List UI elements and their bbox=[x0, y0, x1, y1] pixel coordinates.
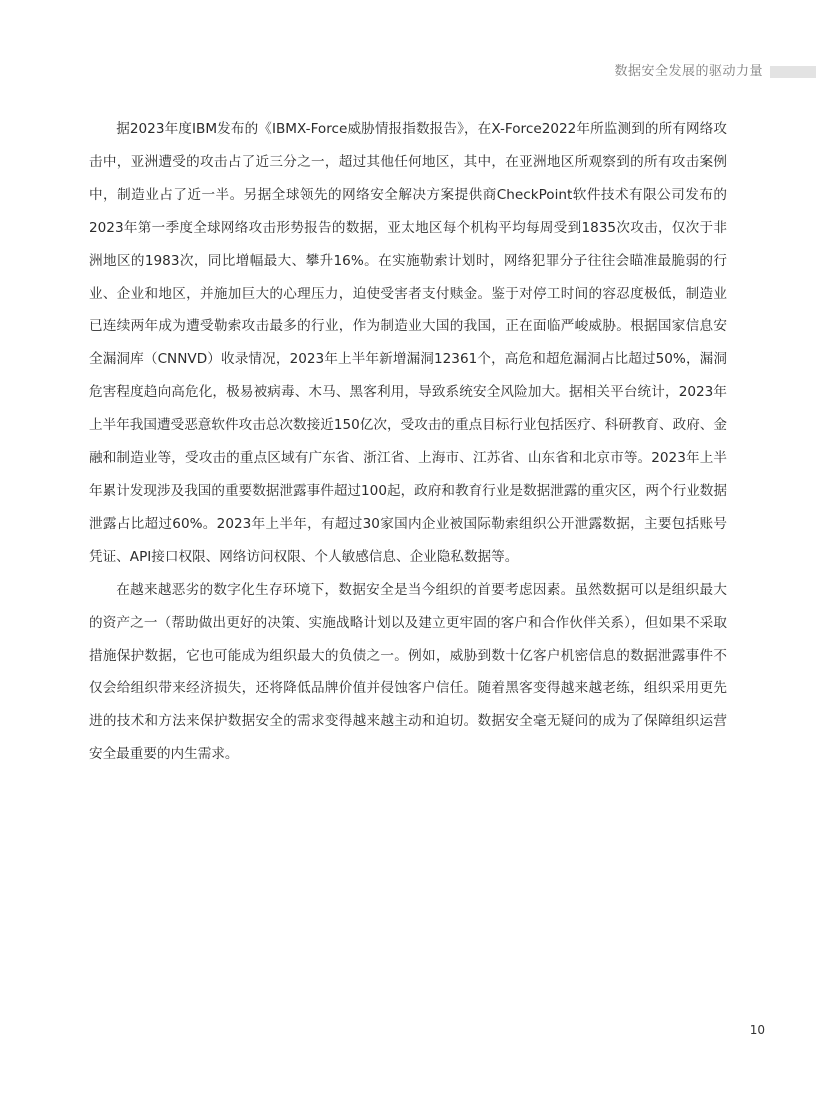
paragraph: 在越来越恶劣的数字化生存环境下，数据安全是当今组织的首要考虑因素。虽然数据可以是组织最大的资产之一（帮助做出更好的决策、实施战略计划以及建立更牢固的客户和合作伙伴关系），但如果不采取措施保护数据，它也可能成为组织最大的负债之一。例如，威胁到数十亿客户机密信息的数据泄露事件不仅会给组织带来经济损失，还将降低品牌价值并侵蚀客户信任。随着黑客变得越来越老练，组织采用更先进的技术和方法来保护数据安全的需求变得越来越主动和迫切。数据安全毫无疑问的成为了保障组织运营安全最重要的内生需求。 bbox=[89, 581, 727, 763]
section-title: 数据安全发展的驱动力量 bbox=[614, 64, 763, 79]
body-text bbox=[89, 113, 727, 771]
header-accent-bar bbox=[770, 66, 816, 78]
page-number: 10 bbox=[749, 1023, 765, 1037]
paragraph: 据2023年度IBM发布的《IBMX-Force威胁情报指数报告》，在X-Force2022年所监测到的所有网络攻击中，亚洲遭受的攻击占了近三分之一，超过其他任何地区，其中，在亚洲地区所观察到的所有攻击案例中，制造业占了近一半。另据全球领先的网络安全解决方案提供商CheckPoint软件技术有限公司发布的2023年第一季度全球网络攻击形势报告的数据，亚太地区每个机构平均每周受到1835次攻击，仅次于非洲地区的1983次，同比增幅最大、攀升16%。在实施勒索计划时，网络犯罪分子往往会瞄准最脆弱的行业、企业和地区，并施加巨大的心理压力，迫使受害者支付赎金。鉴于对停工时间的容忍度极低，制造业已连续两年成为遭受勒索攻击最多的行业，作为制造业大国的我国，正在面临严峻威胁。根据国家信息安全漏洞库（CNNVD）收录情况，2023年上半年新增漏洞12361个，高危和超危漏洞占比超过50%，漏洞危害程度趋向高危化，极易被病毒、木马、黑客利用，导致系统安全风险加大。据相关平台统计，2023年上半年我国遭受恶意软件攻击总次数接近150亿次，受攻击的重点目标行业包括医疗、科研教育、政府、金融和制造业等，受攻击的重点区域有广东省、浙江省、上海市、江苏省、山东省和北京市等。2023年上半年累计发现涉及我国的重要数据泄露事件超过100起，政府和教育行业是数据泄露的重灾区，两个行业数据泄露占比超过60%。2023年上半年，有超过30家国内企业被国际勒索组织公开泄露数据，主要包括账号凭证、API接口权限、网络访问权限、个人敏感信息、企业隐私数据等。 bbox=[89, 121, 727, 565]
page-header bbox=[0, 63, 816, 81]
